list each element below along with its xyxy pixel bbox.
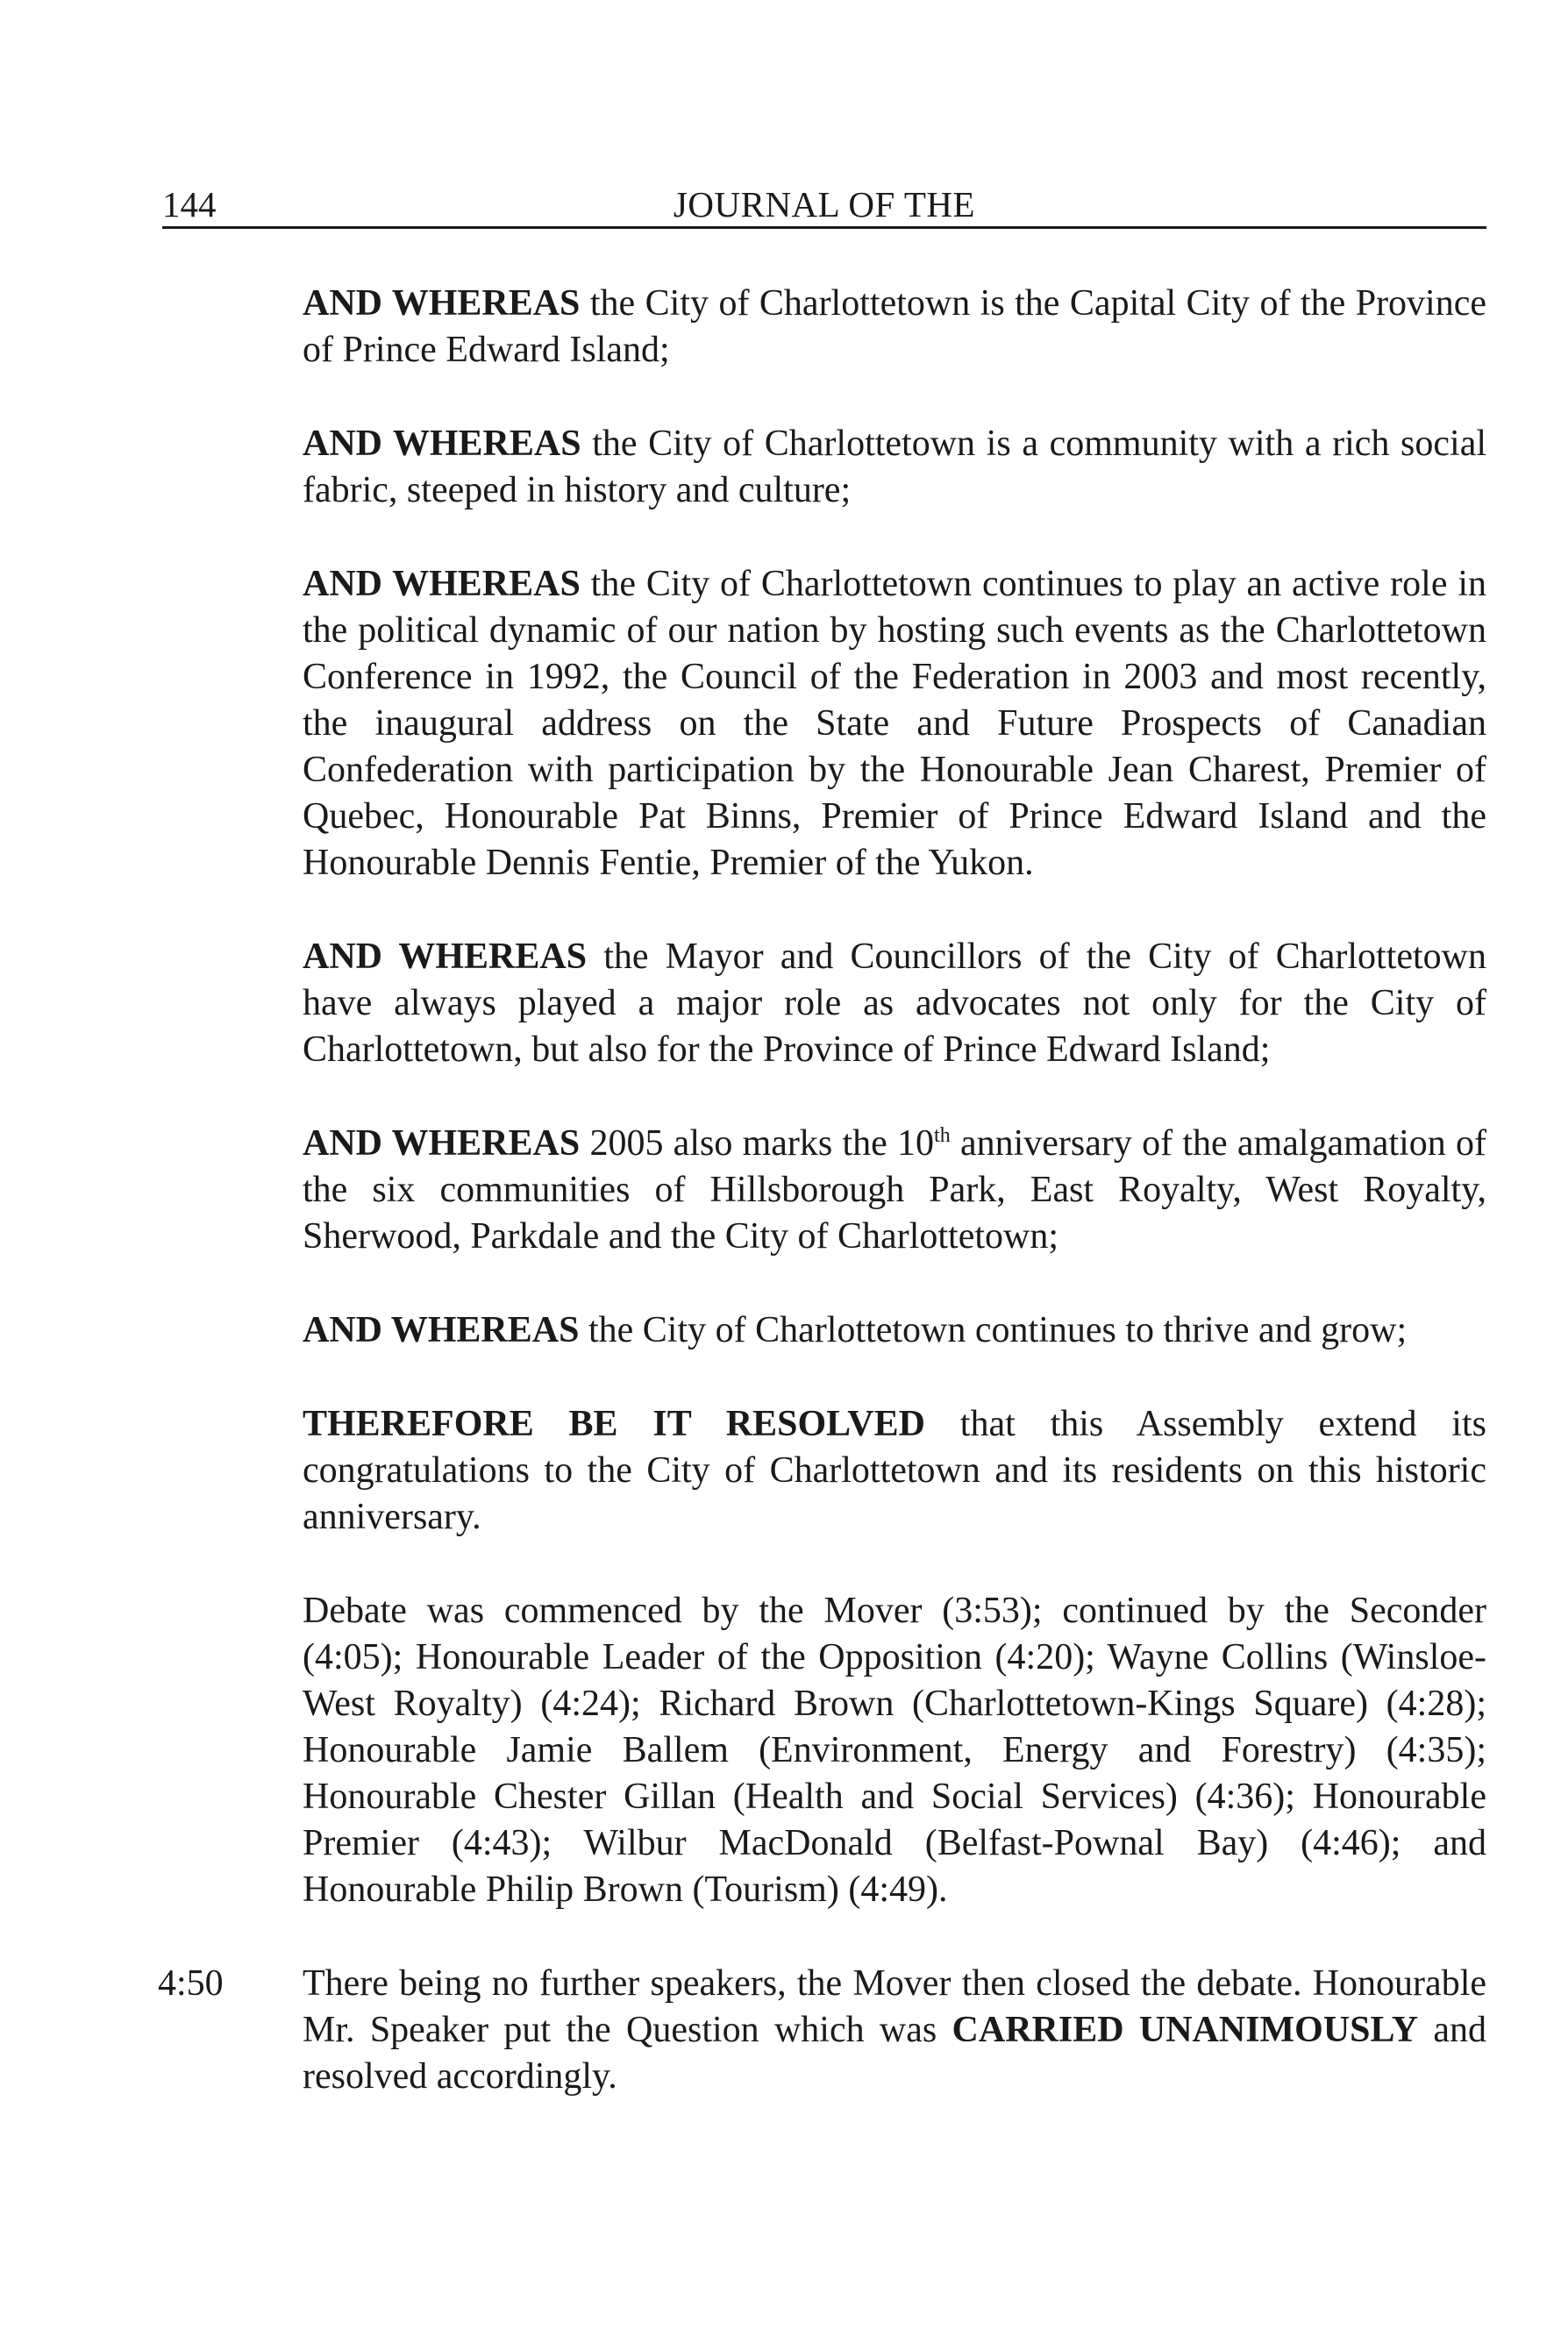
whereas-lead: AND WHEREAS bbox=[303, 1123, 581, 1164]
whereas-lead: AND WHEREAS bbox=[303, 424, 581, 464]
debate-record: Debate was commenced by the Mover (3:53); continued by the Seconder (4:05); Honourable Leader of the Opposition (4:20); Wayne Collins (Winsloe-West Royalty) (4:24); Richard Brown (Charlottetown-Kings Square) (4:28); Honourable Jamie Ballem (Environment, Energy and Forestry) (4:35); Honourable Chester Gillan (Health and Social Services) (4:36); Honourable Premier (4:43); Wilbur MacDonald (Belfast-Pownal Bay) (4:46); and Honourable Philip Brown (Tourism) (4:49). bbox=[303, 1591, 1486, 1910]
paragraph-text: anniversary of the amalgamation of the six communities of Hillsborough Park, East Royalty, West Royalty, Sherwood, Parkdale and the City of Charlottetown; bbox=[303, 1123, 1487, 1257]
paragraph-text: the City of Charlottetown is the Capital City of the Province of Prince Edward Island; bbox=[303, 283, 1487, 370]
time-stamp: 4:50 bbox=[158, 1963, 224, 2004]
whereas-mayor-councillors bbox=[303, 934, 1486, 1073]
journal-body bbox=[158, 281, 1487, 2147]
page-header bbox=[162, 182, 1486, 229]
paragraph-text: the City of Charlottetown continues to thrive and grow; bbox=[579, 1310, 1408, 1350]
whereas-lead: AND WHEREAS bbox=[303, 283, 581, 324]
resolution bbox=[303, 1401, 1486, 1541]
running-head: JOURNAL OF THE bbox=[673, 184, 976, 224]
paragraph-text: the Mayor and Councillors of the City of Charlottetown have always played a major role as advocates not only for the City of Charlottetown, but also for the Province of Prince Edward Island; bbox=[303, 937, 1487, 1070]
whereas-lead: AND WHEREAS bbox=[303, 564, 581, 604]
whereas-thrive bbox=[303, 1307, 1486, 1354]
resolved-lead: THEREFORE BE IT RESOLVED bbox=[303, 1404, 925, 1444]
whereas-lead: AND WHEREAS bbox=[303, 1310, 580, 1350]
whereas-amalgamation bbox=[303, 1121, 1486, 1260]
whereas-capital-city bbox=[303, 281, 1486, 374]
paragraph-text: that this Assembly extend its congratulations to the City of Charlottetown and its residents on this historic anniversary. bbox=[303, 1404, 1486, 1537]
whereas-social-fabric bbox=[303, 421, 1486, 514]
page-number: 144 bbox=[162, 184, 217, 224]
closing-entry bbox=[158, 1961, 1486, 2100]
ordinal-superscript: th bbox=[934, 1124, 951, 1147]
whereas-political-role bbox=[303, 561, 1486, 887]
vote-result: CARRIED UNANIMOUSLY bbox=[951, 2010, 1419, 2050]
whereas-lead: AND WHEREAS bbox=[303, 937, 588, 977]
paragraph-text: There being no further speakers, the Mover then closed the debate. Honourable Mr. Speaker put the Question which was bbox=[303, 1963, 1486, 2050]
paragraph-text: the City of Charlottetown is a community with a rich social fabric, steeped in history and culture; bbox=[303, 424, 1487, 510]
paragraph-text: and resolved accordingly. bbox=[303, 2010, 1486, 2097]
paragraph-text: the City of Charlottetown continues to play an active role in the political dynamic of our nation by hosting such events as the Charlottetown Conference in 1992, the Council of the Federation in 2003 and most recently, the inaugural address on the State and Future Prospects of Canadian Confederation with participation by the Honourable Jean Charest, Premier of Quebec, Honourable Pat Binns, Premier of Prince Edward Island and the Honourable Dennis Fentie, Premier of the Yukon. bbox=[303, 564, 1486, 883]
paragraph-text: 2005 also marks the 10 bbox=[580, 1123, 935, 1164]
closing-paragraph bbox=[303, 1961, 1486, 2100]
